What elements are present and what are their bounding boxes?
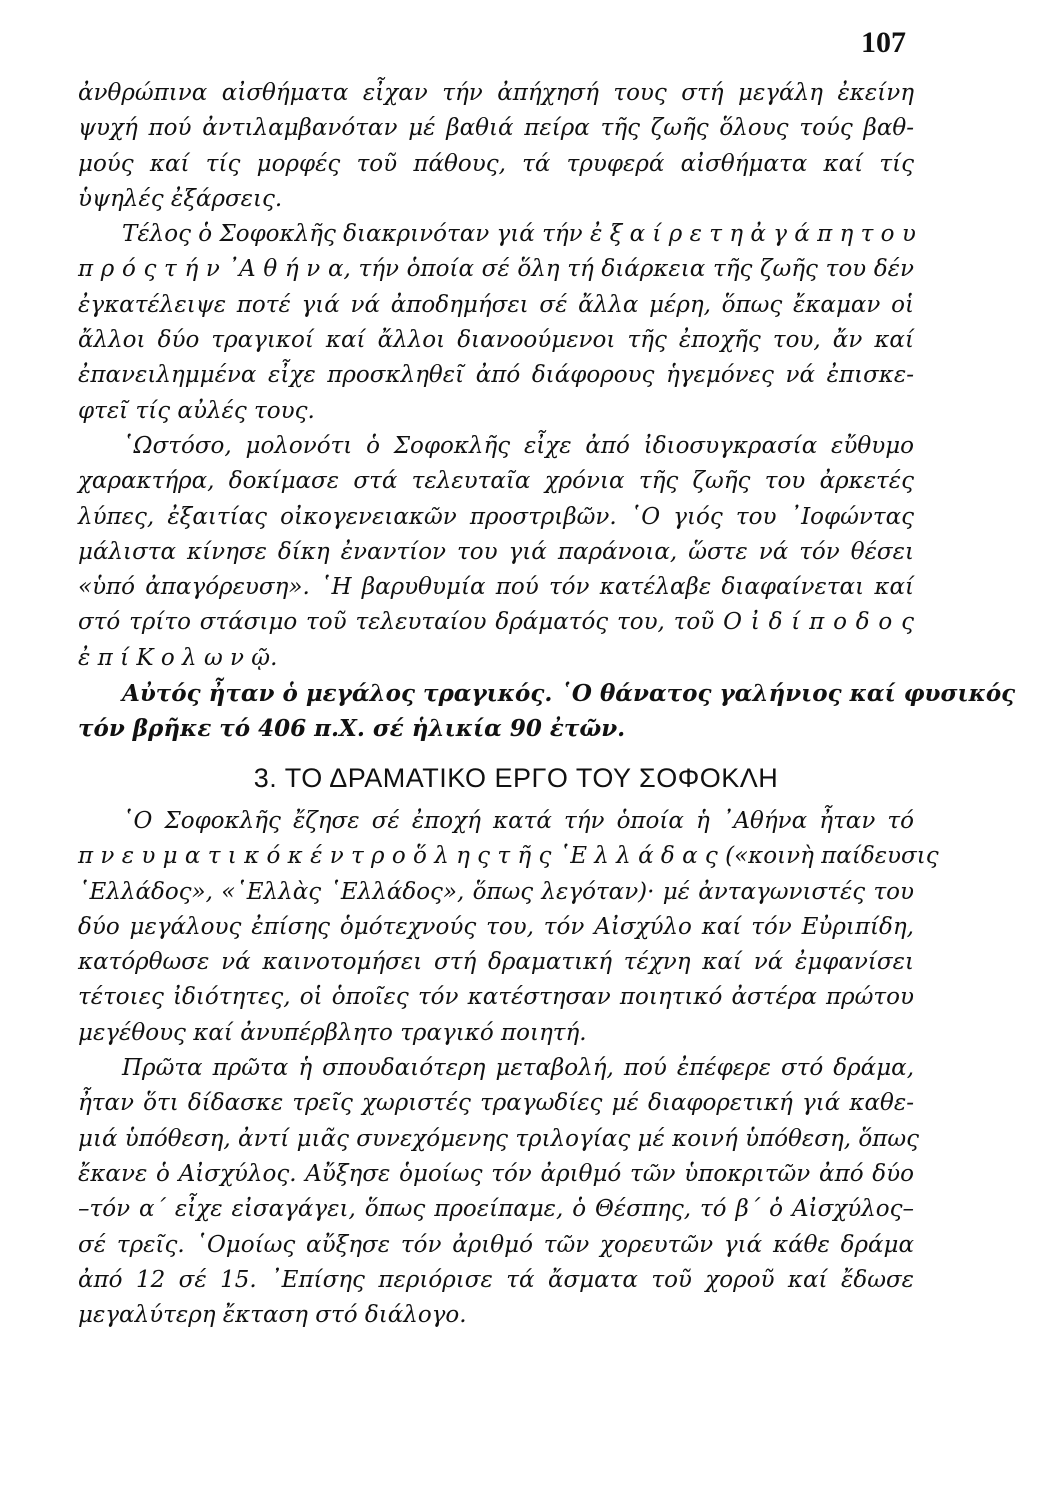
text-line: λύπες, ἐξαιτίας οἰκογενειακῶν προστριβῶν. ῾Ο γιός του ᾿Ιοφώντας <box>78 503 914 530</box>
text-line: μιά ὑπόθεση, ἀντί μιᾶς συνεχόμενης τριλογίας μέ κοινή ὑπόθεση, ὅπως <box>78 1125 919 1152</box>
text-line: στό τρίτο στάσιμο τοῦ τελευταίου δράματός του, τοῦ Ο ἰ δ ί π ο δ ο ς <box>78 609 914 636</box>
text-line: ὑψηλές ἐξάρσεις. <box>78 185 283 212</box>
text-line: τέτοιες ἰδιότητες, οἱ ὁποῖες τόν κατέστησαν ποιητικό ἀστέρα πρώτου <box>78 984 914 1011</box>
text-line: μεγαλύτερη ἔκταση στό διάλογο. <box>78 1302 467 1329</box>
body-text <box>78 76 1016 1333</box>
text-line: ἐγκατέλειψε ποτέ γιά νά ἀποδημήσει σέ ἄλλα μέρη, ὅπως ἔκαμαν οἱ <box>78 291 914 318</box>
text-line: κατόρθωσε νά καινοτομήσει στή δραματική τέχνη καί νά ἐμφανίσει <box>78 949 914 976</box>
text-line: π ν ε υ μ α τ ι κ ό κ έ ν τ ρ ο ὅ λ η ς τ ῆ ς ῾Ε λ λ ά δ α ς («κοινὴ παίδευσις <box>78 843 939 870</box>
text-line: μάλιστα κίνησε δίκη ἐναντίον του γιά παράνοια, ὥστε νά τόν θέσει <box>78 538 914 565</box>
text-line: δύο μεγάλους ἐπίσης ὁμότεχνούς του, τόν Αἰσχύλο καί τόν Εὐριπίδη, <box>78 913 914 940</box>
text-line: ἐ π ί Κ ο λ ω ν ῷ. <box>78 644 278 671</box>
paragraph <box>78 1051 919 1333</box>
text-line: –τόν α΄ εἶχε εἰσαγάγει, ὅπως προείπαμε, ὁ Θέσπης, τό β΄ ὁ Αἰσχύλος– <box>78 1196 914 1223</box>
text-line: Πρῶτα πρῶτα ἡ σπουδαιότερη μεταβολή, πού ἐπέφερε στό δράμα, <box>122 1055 914 1082</box>
text-line: ῾Ωστόσο, μολονότι ὁ Σοφοκλῆς εἶχε ἀπό ἰδιοσυγκρασία εὔθυμο <box>122 432 914 459</box>
text-line: Αὐτός ἦταν ὁ μεγάλος τραγικός. ῾Ο θάνατος γαλήνιος καί φυσικός <box>122 680 1016 708</box>
text-line: ῾Ο Σοφοκλῆς ἔζησε σέ ἐποχή κατά τήν ὁποία ἡ ᾿Αθήνα ἦταν τό <box>122 807 914 834</box>
text-line: φτεῖ τίς αὐλές τους. <box>78 397 315 424</box>
section-heading: 3. ΤΟ ΔΡΑΜΑΤΙΚΟ ΕΡΓΟ ΤΟΥ ΣΟΦΟΚΛΗ <box>253 762 779 793</box>
page-number: 107 <box>861 26 906 59</box>
text-line: «ὑπό ἀπαγόρευση». ῾Η βαρυθυμία πού τόν κατέλαβε διαφαίνεται καί <box>78 574 914 601</box>
paragraph <box>78 804 939 1051</box>
text-line: σέ τρεῖς. ῾Ομοίως αὔξησε τόν ἀριθμό τῶν χορευτῶν γιά κάθε δράμα <box>78 1231 914 1258</box>
text-line: χαρακτήρα, δοκίμασε στά τελευταῖα χρόνια τῆς ζωῆς του ἀρκετές <box>78 468 914 495</box>
text-line: ἀπό 12 σέ 15. ᾿Επίσης περιόρισε τά ἄσματα τοῦ χοροῦ καί ἔδωσε <box>78 1266 914 1293</box>
text-line: ἄλλοι δύο τραγικοί καί ἄλλοι διανοούμενοι τῆς ἐποχῆς του, ἄν καί <box>78 327 914 354</box>
text-line: ἀνθρώπινα αἰσθήματα εἶχαν τήν ἀπήχησή τους στή μεγάλη ἐκείνη <box>78 80 914 106</box>
text-line: τόν βρῆκε τό 406 π.Χ. σέ ἡλικία 90 ἐτῶν. <box>78 715 626 743</box>
text-line: ψυχή πού ἀντιλαμβανόταν μέ βαθιά πείρα τῆς ζωῆς ὅλους τούς βαθ- <box>78 115 914 142</box>
text-line: ἦταν ὅτι δίδασκε τρεῖς χωριστές τραγωδίες μέ διαφορετική γιά καθε- <box>78 1090 914 1117</box>
paragraph <box>78 217 914 429</box>
text-line: π ρ ό ς τ ή ν ᾿Α θ ή ν α, τήν ὁποία σέ ὅλη τή διάρκεια τῆς ζωῆς του δέν <box>78 256 914 283</box>
text-line: μεγέθους καί ἀνυπέρβλητο τραγικό ποιητή. <box>78 1019 587 1046</box>
paragraph <box>78 676 1016 747</box>
paragraph <box>78 429 914 676</box>
paragraph <box>78 76 914 217</box>
text-line: Τέλος ὁ Σοφοκλῆς διακρινόταν γιά τήν ἐ ξ α ί ρ ε τ η ἀ γ ά π η τ ο υ <box>122 221 916 248</box>
text-line: ἔκανε ὁ Αἰσχύλος. Αὔξησε ὁμοίως τόν ἀριθμό τῶν ὑποκριτῶν ἀπό δύο <box>78 1160 914 1187</box>
text-line: μούς καί τίς μορφές τοῦ πάθους, τά τρυφερά αἰσθήματα καί τίς <box>78 150 914 177</box>
text-line: ῾Ελλάδος», «῾Ελλὰς ῾Ελλάδος», ὅπως λεγόταν)· μέ ἀνταγωνιστές του <box>78 878 914 905</box>
text-line: ἐπανειλημμένα εἶχε προσκληθεῖ ἀπό διάφορους ἡγεμόνες νά ἐπισκε- <box>78 362 914 389</box>
